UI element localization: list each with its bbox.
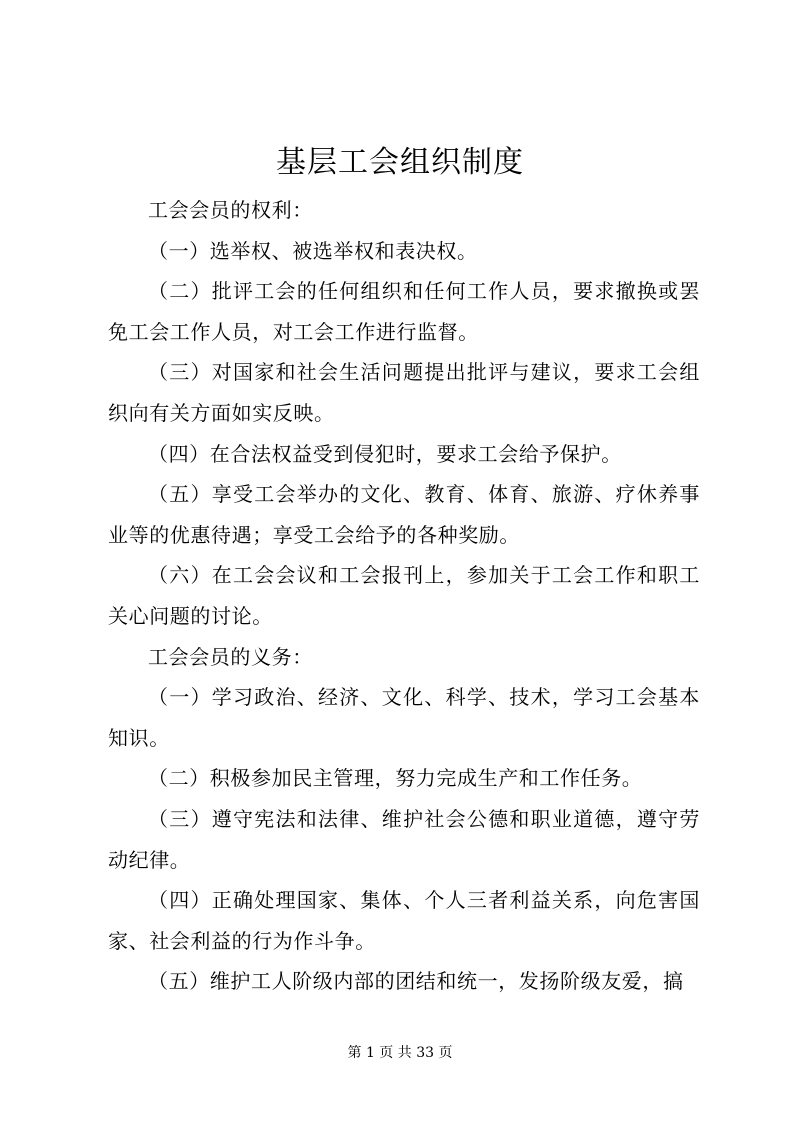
paragraph-right-4: （四）在合法权益受到侵犯时，要求工会给予保护。: [148, 441, 622, 466]
paragraph-right-1: （一）选举权、被选举权和表决权。: [148, 238, 478, 263]
paragraph-right-6: （六）在工会会议和工会报刊上，参加关于工会工作和职工关心问题的讨论。: [108, 563, 700, 628]
paragraph-duty-3: （三）遵守宪法和法律、维护社会公德和职业道德，遵守劳动纪律。: [108, 806, 700, 872]
paragraph-right-2: （二）批评工会的任何组织和任何工作人员，要求撤换或罢免工会工作人员，对工会工作进行监督。: [108, 279, 700, 344]
page-footer: 第 1 页 共 33 页: [347, 1045, 453, 1061]
paragraph-rights-heading: 工会会员的权利：: [148, 198, 313, 222]
document-body: [108, 190, 700, 1002]
paragraph-duties-heading: 工会会员的义务：: [148, 644, 313, 669]
paragraph-right-5: （五）享受工会举办的文化、教育、体育、旅游、疗休养事业等的优惠待遇；享受工会给予的各种奖励。: [108, 482, 700, 547]
paragraph-duty-2: （二）积极参加民主管理，努力完成生产和工作任务。: [148, 766, 643, 791]
paragraph-duty-5: （五）维护工人阶级内部的团结和统一，发扬阶级友爱，搞: [148, 969, 684, 994]
paragraph-duty-1: （一）学习政治、经济、文化、科学、技术，学习工会基本知识。: [108, 685, 700, 750]
paragraph-duty-4: （四）正确处理国家、集体、个人三者利益关系，向危害国家、社会利益的行为作斗争。: [108, 888, 700, 953]
document-title: 基层工会组织制度: [276, 145, 524, 180]
paragraph-right-3: （三）对国家和社会生活问题提出批评与建议，要求工会组织向有关方面如实反映。: [108, 360, 700, 425]
